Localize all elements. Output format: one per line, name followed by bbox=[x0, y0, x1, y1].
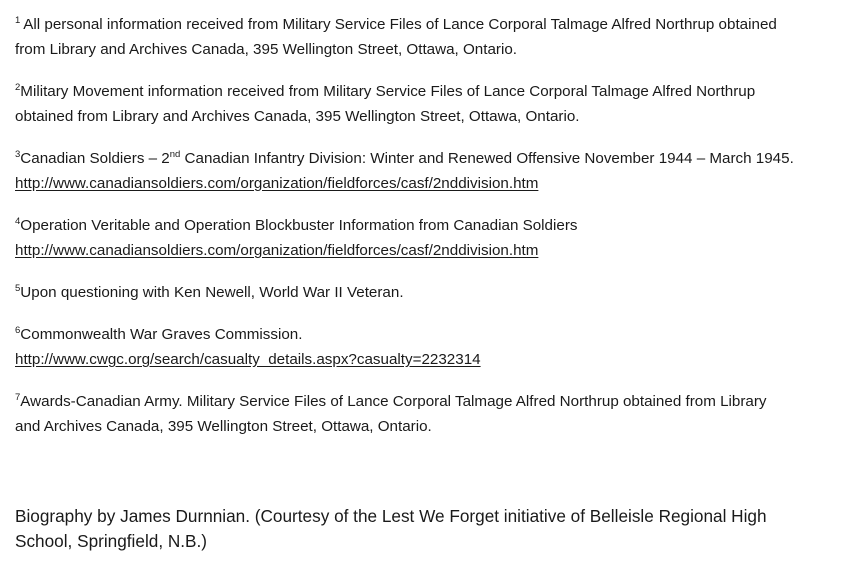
endnote-2 bbox=[15, 79, 851, 129]
endnote-text: Commonwealth War Graves Commission. bbox=[20, 326, 303, 343]
endnote-4 bbox=[15, 213, 851, 263]
source-link[interactable]: http://www.cwgc.org/search/casualty_details.aspx?casualty=2232314 bbox=[15, 351, 481, 368]
biography-credit bbox=[15, 504, 767, 554]
credit-text: Biography by James Durnnian. (Courtesy of the Lest We Forget initiative of Belleisle Regional High bbox=[15, 506, 767, 526]
endnote-text: Canadian Infantry Division: Winter and Renewed Offensive November 1944 – March 1945. bbox=[180, 150, 794, 167]
endnote-marker: 5 bbox=[15, 283, 21, 294]
endnote-7 bbox=[15, 389, 851, 439]
ordinal-suffix: nd bbox=[169, 149, 181, 160]
endnote-text: Operation Veritable and Operation Blockbuster Information from Canadian Soldiers bbox=[20, 217, 578, 234]
endnote-text: from Library and Archives Canada, 395 Wellington Street, Ottawa, Ontario. bbox=[15, 41, 518, 58]
endnote-text: and Archives Canada, 395 Wellington Street, Ottawa, Ontario. bbox=[15, 418, 432, 435]
endnotes-list bbox=[15, 12, 851, 456]
endnote-text: Upon questioning with Ken Newell, World War II Veteran. bbox=[20, 284, 404, 301]
endnote-marker: 7 bbox=[15, 392, 21, 403]
endnote-text: All personal information received from Military Service Files of Lance Corporal Talmage Alfred Northrup obtained bbox=[23, 16, 777, 33]
endnote-marker: 3 bbox=[15, 149, 21, 160]
endnote-text: Awards-Canadian Army. Military Service Files of Lance Corporal Talmage Alfred Northrup obtained from Library bbox=[20, 393, 767, 410]
endnote-6 bbox=[15, 322, 851, 372]
endnote-text: Canadian Soldiers – 2 bbox=[20, 150, 170, 167]
source-link[interactable]: http://www.canadiansoldiers.com/organization/fieldforces/casf/2nddivision.htm bbox=[15, 242, 539, 259]
endnote-1 bbox=[15, 12, 851, 62]
endnote-marker: 4 bbox=[15, 216, 21, 227]
credit-text: School, Springfield, N.B.) bbox=[15, 531, 208, 551]
endnote-text: Military Movement information received from Military Service Files of Lance Corporal Talmage Alfred Northrup bbox=[20, 83, 756, 100]
source-link[interactable]: http://www.canadiansoldiers.com/organization/fieldforces/casf/2nddivision.htm bbox=[15, 175, 539, 192]
endnote-marker: 6 bbox=[15, 325, 21, 336]
endnote-marker: 1 bbox=[15, 15, 21, 26]
endnote-text: obtained from Library and Archives Canada, 395 Wellington Street, Ottawa, Ontario. bbox=[15, 108, 580, 125]
endnote-marker: 2 bbox=[15, 82, 21, 93]
endnote-3 bbox=[15, 146, 851, 196]
endnote-5 bbox=[15, 280, 851, 305]
